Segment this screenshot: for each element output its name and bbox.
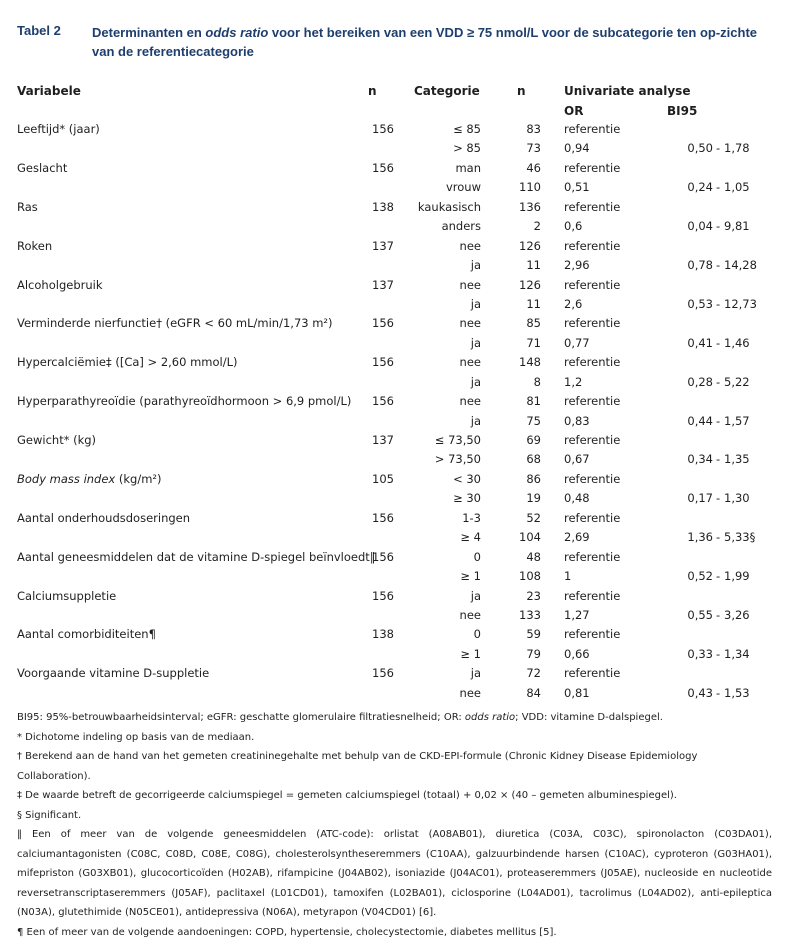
- cell-or: 1: [564, 569, 571, 583]
- cell-n-subgroup: 133: [519, 608, 541, 622]
- cell-categorie: nee: [460, 686, 481, 700]
- ci-separator: -: [716, 647, 720, 661]
- cell-n-subgroup: 75: [526, 414, 541, 428]
- cell-n: 137: [372, 433, 394, 447]
- cell-n-subgroup: 79: [526, 647, 541, 661]
- cell-ci-upper: 1,35: [724, 452, 750, 466]
- cell-or: 1,27: [564, 608, 590, 622]
- cell-variabele: Aantal geneesmiddelen dat de vitamine D-spiegel beïnvloedt‖: [17, 550, 376, 564]
- header-n-subgroup: n: [517, 84, 526, 98]
- footnote-abbreviations: BI95: 95%-betrouwbaarheidsinterval; eGFR: geschatte glomerulaire filtratiesnelheid; OR: odds ratio; VDD: vitamine D-dalspiegel.: [17, 708, 772, 728]
- table-row: [0, 625, 791, 644]
- header-n: n: [368, 84, 377, 98]
- cell-variabele: Alcoholgebruik: [17, 278, 103, 292]
- table-row: [0, 217, 791, 236]
- cell-categorie: ≤ 85: [453, 122, 481, 136]
- ci-separator: -: [716, 180, 720, 194]
- cell-ci-lower: 0,33: [687, 647, 713, 661]
- cell-categorie: ja: [471, 414, 481, 428]
- table-row: [0, 470, 791, 489]
- table-row: [0, 353, 791, 372]
- cell-ci-lower: 0,24: [687, 180, 713, 194]
- cell-n-subgroup: 46: [526, 161, 541, 175]
- cell-or: referentie: [564, 472, 620, 486]
- cell-ci-upper: 1,78: [724, 141, 750, 155]
- cell-or: referentie: [564, 511, 620, 525]
- cell-categorie: < 30: [453, 472, 481, 486]
- cell-ci-upper: 3,26: [724, 608, 750, 622]
- cell-categorie: 0: [474, 550, 481, 564]
- cell-categorie: man: [455, 161, 481, 175]
- cell-or: 2,69: [564, 530, 590, 544]
- table-row: [0, 139, 791, 158]
- cell-or: 0,67: [564, 452, 590, 466]
- header-variabele: Variabele: [17, 84, 81, 98]
- table-row: [0, 159, 791, 178]
- cell-n: 137: [372, 239, 394, 253]
- cell-or: 0,66: [564, 647, 590, 661]
- table-row: [0, 198, 791, 217]
- cell-n-subgroup: 136: [519, 200, 541, 214]
- cell-ci-upper: 9,81: [724, 219, 750, 233]
- cell-categorie: ≥ 4: [460, 530, 481, 544]
- table-row: [0, 528, 791, 547]
- cell-categorie: ja: [471, 589, 481, 603]
- cell-n: 156: [372, 122, 394, 136]
- cell-ci-lower: 0,52: [687, 569, 713, 583]
- cell-n-subgroup: 11: [526, 258, 541, 272]
- cell-categorie: ≥ 1: [460, 647, 481, 661]
- cell-categorie: ≥ 1: [460, 569, 481, 583]
- cell-n-subgroup: 126: [519, 278, 541, 292]
- cell-ci-lower: 0,17: [687, 491, 713, 505]
- ci-separator: -: [716, 336, 720, 350]
- ci-separator: -: [716, 297, 720, 311]
- footnote-section: § Significant.: [17, 806, 772, 826]
- cell-n: 137: [372, 278, 394, 292]
- cell-categorie: nee: [460, 239, 481, 253]
- cell-n-subgroup: 52: [526, 511, 541, 525]
- cell-ci-lower: 0,55: [687, 608, 713, 622]
- cell-variabele: Aantal onderhoudsdoseringen: [17, 511, 190, 525]
- table-row: [0, 276, 791, 295]
- cell-ci-lower: 0,53: [687, 297, 713, 311]
- cell-variabele: Geslacht: [17, 161, 67, 175]
- table-row: [0, 587, 791, 606]
- cell-ci-upper: 5,22: [724, 375, 750, 389]
- cell-ci-lower: 0,43: [687, 686, 713, 700]
- cell-n-subgroup: 83: [526, 122, 541, 136]
- cell-ci-upper: 1,30: [724, 491, 750, 505]
- cell-ci-upper: 1,57: [724, 414, 750, 428]
- cell-n-subgroup: 72: [526, 666, 541, 680]
- cell-or: 2,6: [564, 297, 582, 311]
- cell-categorie: anders: [442, 219, 481, 233]
- cell-ci-upper: 5,33§: [724, 530, 755, 544]
- ci-separator: -: [716, 258, 720, 272]
- cell-categorie: ≤ 73,50: [435, 433, 481, 447]
- cell-categorie: ≥ 30: [453, 491, 481, 505]
- cell-variabele: Aantal comorbiditeiten¶: [17, 627, 156, 641]
- cell-variabele: Roken: [17, 239, 52, 253]
- footnote-dagger: † Berekend aan de hand van het gemeten creatininegehalte met behulp van de CKD-EPI-formule (Chronic Kidney Disease Epidemiology Collaboration).: [17, 747, 772, 786]
- data-table: [0, 120, 791, 703]
- header-or: OR: [564, 104, 583, 118]
- cell-n-subgroup: 48: [526, 550, 541, 564]
- cell-n-subgroup: 85: [526, 316, 541, 330]
- ci-separator: -: [716, 141, 720, 155]
- cell-ci-lower: 0,78: [687, 258, 713, 272]
- cell-n: 156: [372, 394, 394, 408]
- cell-n-subgroup: 126: [519, 239, 541, 253]
- cell-n: 156: [372, 589, 394, 603]
- cell-n-subgroup: 59: [526, 627, 541, 641]
- cell-or: 2,96: [564, 258, 590, 272]
- cell-or: referentie: [564, 550, 620, 564]
- table-row: [0, 431, 791, 450]
- table-row: [0, 645, 791, 664]
- cell-or: referentie: [564, 394, 620, 408]
- footnote-parallel: ‖ Een of meer van de volgende geneesmiddelen (ATC-code): orlistat (A08AB01), diuretica (C03A, C03C), spironolacton (C03DA01), calciumantagonisten (C08C, C08D, C08E, C08G), cholesterolsyntheseremmers (C10AA), galzuurbindende harsen (C10AC), cyproteron (G03HA01), mifepriston (G03XB01), glucocorticoïden (H02AB), rifampicine (J04AB02), isoniazide (J04AC01), proteaseremmers (J05AE), nucleoside en nucleotide reversetranscriptaseremmers (J05AF), paclitaxel (L01CD01), tamoxifen (L02BA01), ciclosporine (L04AD01), tacrolimus (L04AD02), anti-epileptica (N03A), glutethimide (N05CE01), antidepressiva (N06A), metyrapon (V04CD01) [6].: [17, 825, 772, 923]
- cell-n: 156: [372, 511, 394, 525]
- cell-variabele: Hyperparathyreoïdie (parathyreoïdhormoon > 6,9 pmol/L): [17, 394, 351, 408]
- footnote-pilcrow: ¶ Een of meer van de volgende aandoeningen: COPD, hypertensie, cholecystectomie, diabetes mellitus [5].: [17, 923, 772, 942]
- footnote-star: * Dichotome indeling op basis van de mediaan.: [17, 728, 772, 748]
- table-row: [0, 392, 791, 411]
- cell-n-subgroup: 71: [526, 336, 541, 350]
- ci-separator: -: [716, 608, 720, 622]
- cell-n: 105: [372, 472, 394, 486]
- ci-separator: -: [716, 686, 720, 700]
- cell-categorie: ja: [471, 297, 481, 311]
- cell-ci-lower: 0,50: [687, 141, 713, 155]
- cell-ci-lower: 0,04: [687, 219, 713, 233]
- cell-categorie: ja: [471, 258, 481, 272]
- ci-separator: -: [716, 491, 720, 505]
- cell-n-subgroup: 8: [534, 375, 541, 389]
- table-row: [0, 295, 791, 314]
- cell-or: referentie: [564, 433, 620, 447]
- cell-variabele: Voorgaande vitamine D-suppletie: [17, 666, 209, 680]
- cell-n-subgroup: 11: [526, 297, 541, 311]
- cell-categorie: ja: [471, 336, 481, 350]
- cell-categorie: nee: [460, 608, 481, 622]
- ci-separator: -: [716, 569, 720, 583]
- cell-n-subgroup: 86: [526, 472, 541, 486]
- cell-categorie: nee: [460, 355, 481, 369]
- cell-ci-upper: 1,99: [724, 569, 750, 583]
- cell-or: referentie: [564, 589, 620, 603]
- table-row: [0, 334, 791, 353]
- cell-ci-upper: 1,46: [724, 336, 750, 350]
- cell-or: referentie: [564, 122, 620, 136]
- cell-or: 0,6: [564, 219, 582, 233]
- header-categorie: Categorie: [414, 84, 480, 98]
- cell-ci-upper: 12,73: [724, 297, 757, 311]
- cell-categorie: > 73,50: [435, 452, 481, 466]
- cell-n: 156: [372, 355, 394, 369]
- cell-n-subgroup: 23: [526, 589, 541, 603]
- table-row: [0, 509, 791, 528]
- cell-categorie: > 85: [453, 141, 481, 155]
- cell-or: referentie: [564, 627, 620, 641]
- cell-or: 0,51: [564, 180, 590, 194]
- cell-n: 138: [372, 200, 394, 214]
- cell-n-subgroup: 2: [534, 219, 541, 233]
- cell-categorie: nee: [460, 394, 481, 408]
- cell-ci-lower: 0,34: [687, 452, 713, 466]
- cell-or: referentie: [564, 316, 620, 330]
- cell-categorie: nee: [460, 278, 481, 292]
- cell-categorie: kaukasisch: [418, 200, 481, 214]
- cell-categorie: 1-3: [462, 511, 481, 525]
- cell-categorie: vrouw: [446, 180, 481, 194]
- cell-ci-upper: 1,53: [724, 686, 750, 700]
- cell-or: referentie: [564, 355, 620, 369]
- ci-separator: -: [716, 414, 720, 428]
- ci-separator: -: [716, 452, 720, 466]
- cell-or: referentie: [564, 200, 620, 214]
- table-row: [0, 178, 791, 197]
- cell-n-subgroup: 73: [526, 141, 541, 155]
- cell-variabele: Verminderde nierfunctie† (eGFR < 60 mL/min/1,73 m²): [17, 316, 333, 330]
- ci-separator: -: [716, 530, 720, 544]
- table-row: [0, 412, 791, 431]
- cell-variabele: Gewicht* (kg): [17, 433, 96, 447]
- table-row: [0, 314, 791, 333]
- cell-n-subgroup: 110: [519, 180, 541, 194]
- cell-or: 0,83: [564, 414, 590, 428]
- cell-n: 138: [372, 627, 394, 641]
- table-row: [0, 450, 791, 469]
- cell-ci-upper: 1,34: [724, 647, 750, 661]
- cell-ci-lower: 0,28: [687, 375, 713, 389]
- table-row: [0, 684, 791, 703]
- footnote-double-dagger: ‡ De waarde betreft de gecorrigeerde calciumspiegel = gemeten calciumspiegel (totaal) + 0,02 × (40 – gemeten albuminespiegel).: [17, 786, 772, 806]
- cell-n: 156: [372, 161, 394, 175]
- cell-variabele: Ras: [17, 200, 38, 214]
- table-row: [0, 664, 791, 683]
- cell-or: 0,48: [564, 491, 590, 505]
- header-bi95: BI95: [667, 104, 697, 118]
- cell-or: referentie: [564, 239, 620, 253]
- table-row: [0, 606, 791, 625]
- cell-or: referentie: [564, 161, 620, 175]
- header-univariate: Univariate analyse: [564, 84, 690, 98]
- cell-or: 0,77: [564, 336, 590, 350]
- cell-n: 156: [372, 666, 394, 680]
- table-label: Tabel 2: [17, 23, 97, 38]
- ci-separator: -: [716, 375, 720, 389]
- cell-or: 0,81: [564, 686, 590, 700]
- cell-n-subgroup: 69: [526, 433, 541, 447]
- table-row: [0, 237, 791, 256]
- cell-n-subgroup: 104: [519, 530, 541, 544]
- cell-categorie: ja: [471, 375, 481, 389]
- cell-or: 0,94: [564, 141, 590, 155]
- cell-categorie: ja: [471, 666, 481, 680]
- table-row: [0, 548, 791, 567]
- cell-n-subgroup: 108: [519, 569, 541, 583]
- cell-variabele: Body mass index (kg/m²): [17, 472, 162, 486]
- cell-n-subgroup: 81: [526, 394, 541, 408]
- ci-separator: -: [716, 219, 720, 233]
- cell-variabele: Calciumsuppletie: [17, 589, 116, 603]
- cell-n: 156: [372, 316, 394, 330]
- cell-ci-lower: 0,41: [687, 336, 713, 350]
- cell-n-subgroup: 148: [519, 355, 541, 369]
- cell-variabele: Leeftijd* (jaar): [17, 122, 100, 136]
- footnotes: [17, 708, 772, 942]
- cell-ci-lower: 0,44: [687, 414, 713, 428]
- cell-or: referentie: [564, 666, 620, 680]
- table-row: [0, 489, 791, 508]
- cell-ci-upper: 14,28: [724, 258, 757, 272]
- cell-or: 1,2: [564, 375, 582, 389]
- cell-n-subgroup: 19: [526, 491, 541, 505]
- table-row: [0, 256, 791, 275]
- cell-n-subgroup: 84: [526, 686, 541, 700]
- cell-ci-upper: 1,05: [724, 180, 750, 194]
- cell-ci-lower: 1,36: [687, 530, 713, 544]
- table-row: [0, 567, 791, 586]
- cell-categorie: 0: [474, 627, 481, 641]
- table-row: [0, 120, 791, 139]
- table-row: [0, 373, 791, 392]
- cell-categorie: nee: [460, 316, 481, 330]
- cell-variabele: Hypercalciëmie‡ ([Ca] > 2,60 mmol/L): [17, 355, 238, 369]
- table-title: Determinanten en odds ratio voor het bereiken van een VDD ≥ 75 nmol/L voor de subcategorie ten op-zichte van de referentiecategorie: [92, 23, 772, 61]
- cell-n-subgroup: 68: [526, 452, 541, 466]
- cell-or: referentie: [564, 278, 620, 292]
- cell-n: 156: [372, 550, 394, 564]
